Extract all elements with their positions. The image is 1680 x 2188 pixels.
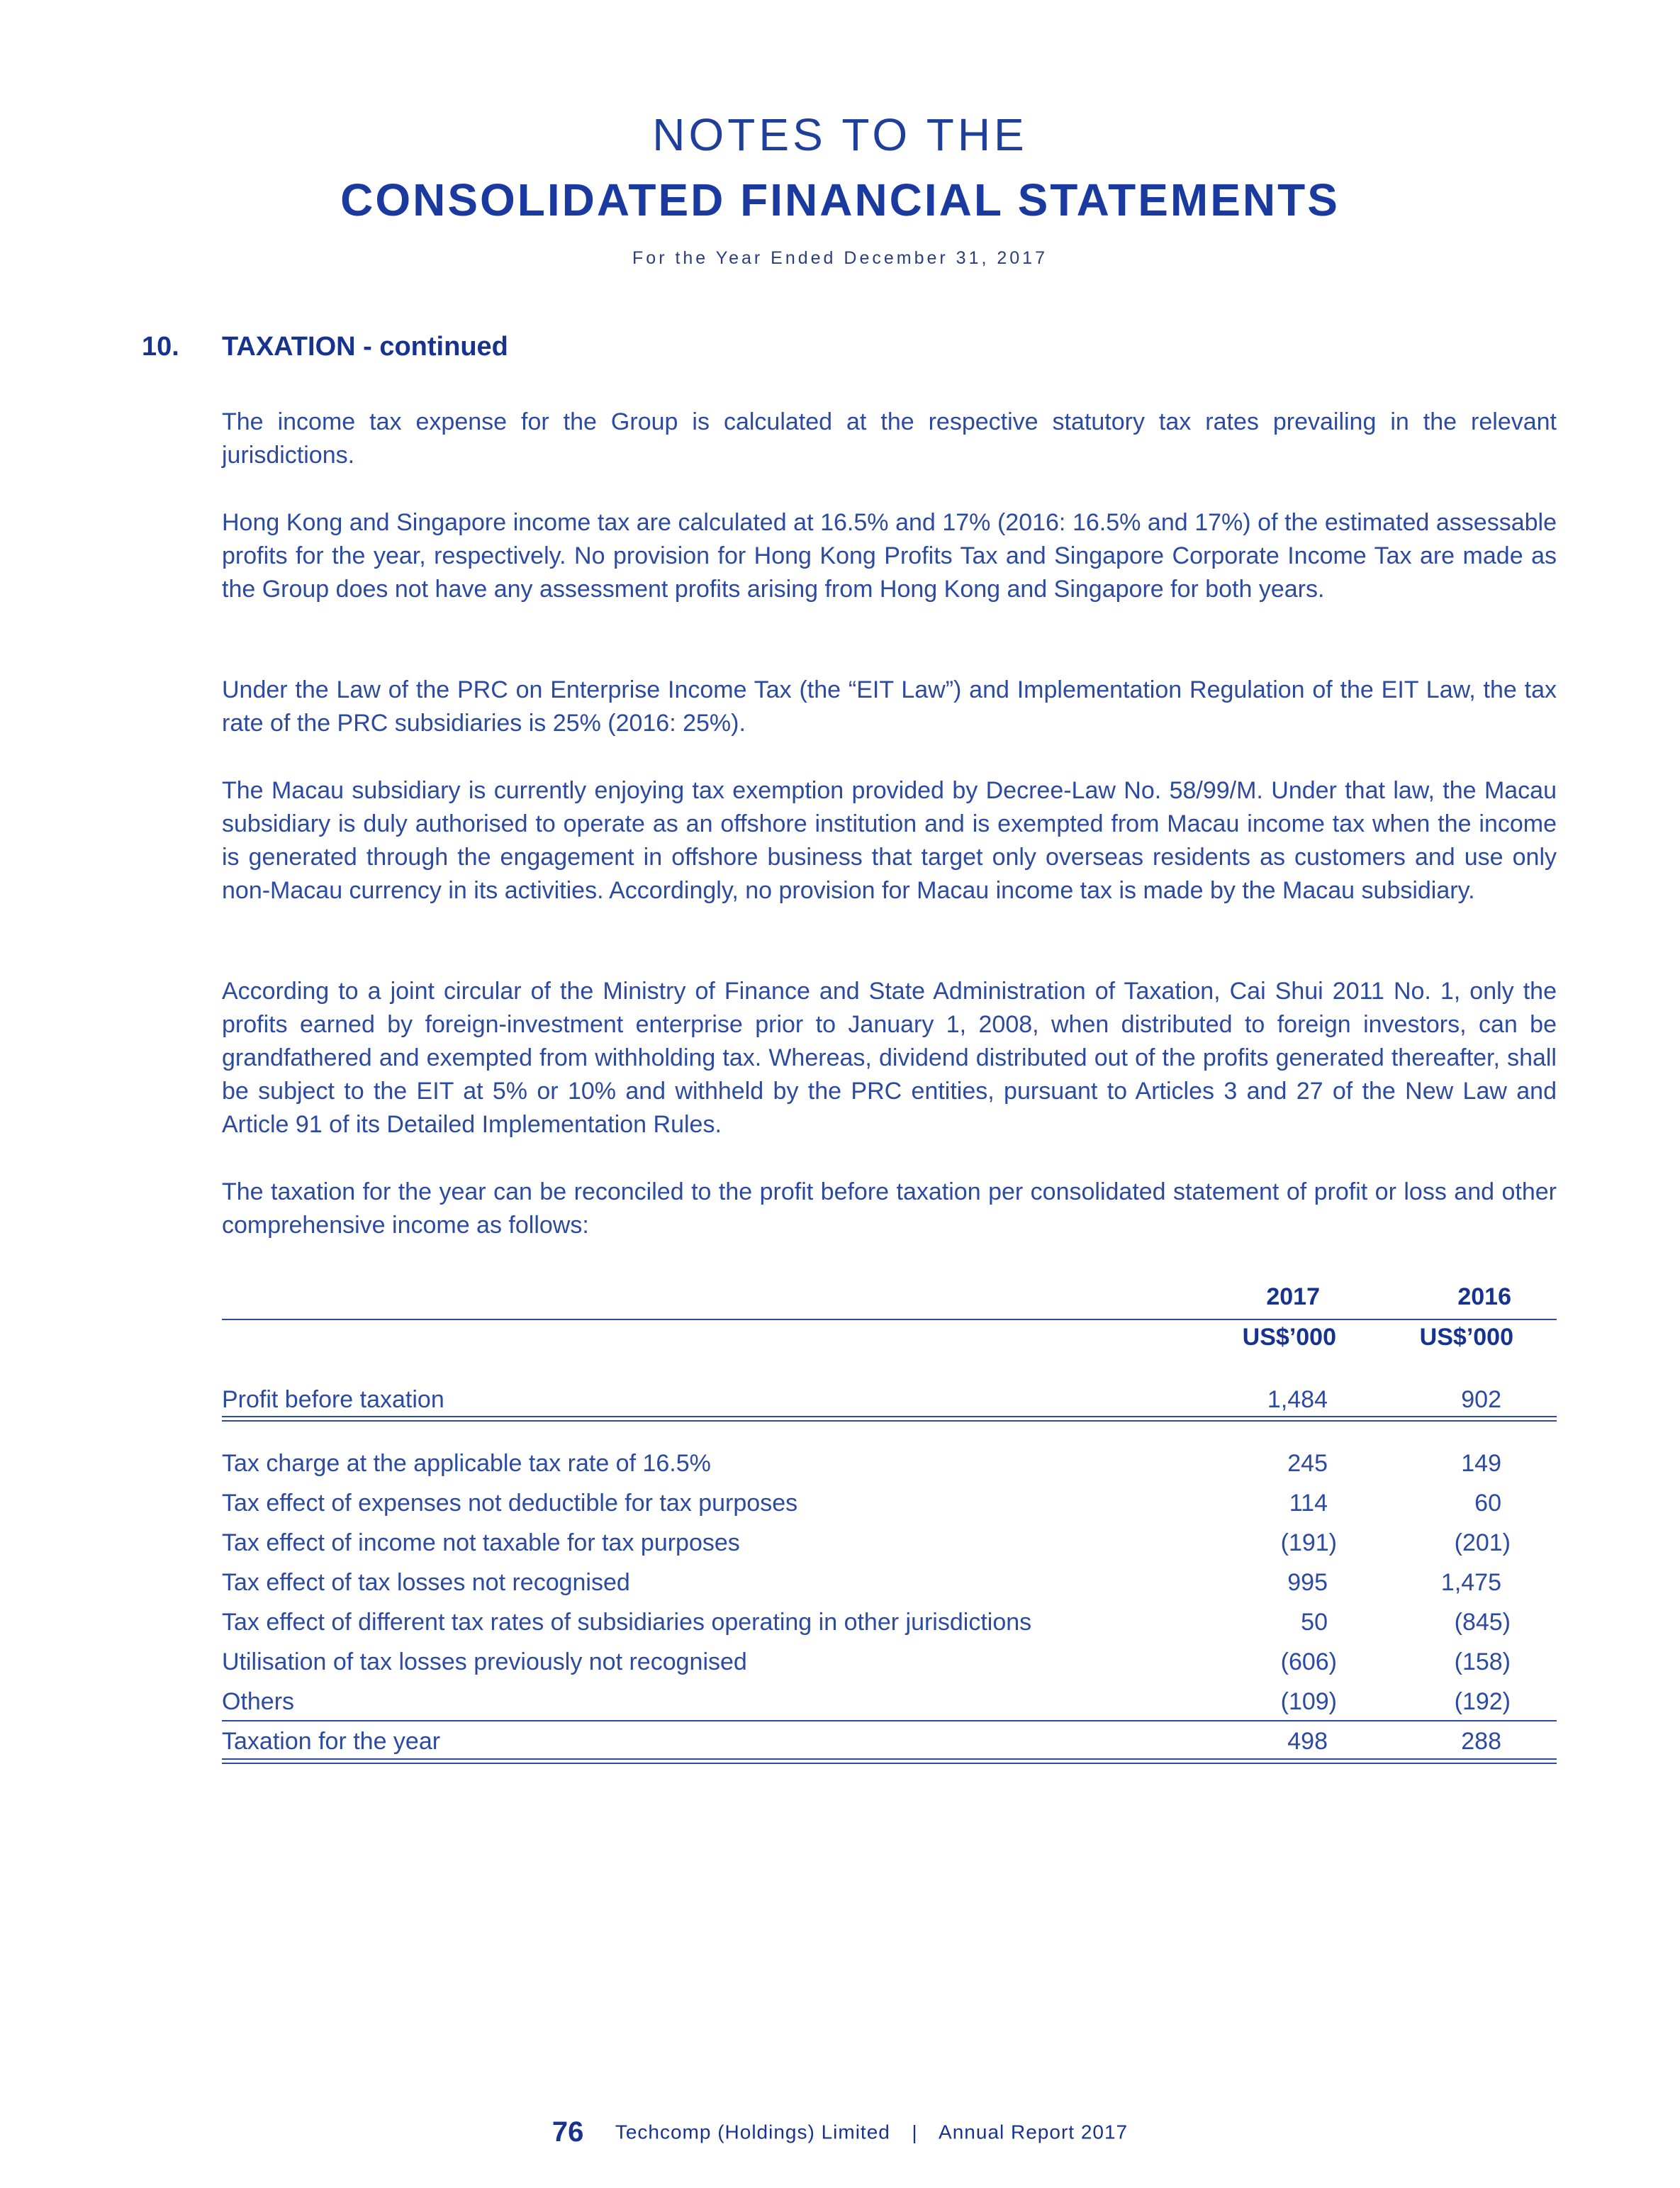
footer-report: Annual Report 2017 bbox=[939, 2121, 1129, 2143]
header-rule bbox=[222, 1319, 1557, 1320]
table-row-label: Tax effect of income not taxable for tax purposes bbox=[222, 1529, 740, 1556]
header-line-2: CONSOLIDATED FINANCIAL STATEMENTS bbox=[340, 174, 1340, 225]
taxation-for-year-label: Taxation for the year bbox=[222, 1728, 441, 1755]
paragraph-5: According to a joint circular of the Ministry of Finance and State Administration of Taxation, Cai Shui 2011 No. 1, only the profits earned by foreign-investment enterprise prior to January 1, 2008, when distributed to foreign investors, can be grandfathered and exempted from withholding tax. Whereas, dividend distributed out of the profits generated thereafter, shall be subject to the EIT at 5% or 10% and withheld by the PRC entities, pursuant to Articles 3 and 27 of the New Law and Article 91 of its Detailed Implementation Rules. bbox=[222, 978, 1557, 1138]
footer-separator: | bbox=[912, 2121, 917, 2143]
table-row-value-2017: 50 bbox=[1301, 1609, 1328, 1636]
table-row-label: Others bbox=[222, 1688, 295, 1715]
profit-before-taxation-2016: 902 bbox=[1461, 1386, 1501, 1413]
table-row-value-2016: 60 bbox=[1474, 1490, 1501, 1517]
taxation-for-year-2017: 498 bbox=[1287, 1728, 1328, 1755]
footer-company: Techcomp (Holdings) Limited bbox=[615, 2121, 890, 2143]
section-number: 10. bbox=[142, 332, 179, 362]
table-row-value-2016: 1,475 bbox=[1440, 1569, 1501, 1596]
paragraph-6: The taxation for the year can be reconciled to the profit before taxation per consolidated statement of profit or loss and other comprehensive income as follows: bbox=[222, 1178, 1557, 1239]
section-title: TAXATION - continued bbox=[222, 332, 508, 362]
table-row-value-2016: (192) bbox=[1454, 1688, 1511, 1715]
paragraph-3: Under the Law of the PRC on Enterprise Income Tax (the “EIT Law”) and Implementation Regulation of the EIT Law, the tax rate of the PRC subsidiaries is 25% (2016: 25%). bbox=[222, 676, 1557, 737]
subtotal-rule bbox=[222, 1720, 1557, 1721]
table-row-value-2017: 114 bbox=[1289, 1490, 1328, 1517]
table-row-value-2017: (606) bbox=[1280, 1648, 1337, 1675]
table-row-value-2016: (201) bbox=[1454, 1529, 1511, 1556]
total-double-rule bbox=[222, 1758, 1557, 1764]
table-row-value-2017: 995 bbox=[1287, 1569, 1328, 1596]
table-row-value-2016: (158) bbox=[1454, 1648, 1511, 1675]
page-header bbox=[0, 106, 1680, 269]
header-line-1: NOTES TO THE bbox=[652, 109, 1028, 160]
table-row-label: Tax effect of different tax rates of subsidiaries operating in other jurisdictions bbox=[222, 1609, 1032, 1636]
double-rule bbox=[222, 1416, 1557, 1422]
column-header-2017: 2017 bbox=[1266, 1283, 1320, 1310]
paragraph-1: The income tax expense for the Group is calculated at the respective statutory tax rates prevailing in the relevant jurisdictions. bbox=[222, 408, 1557, 469]
table-row-label: Tax effect of tax losses not recognised bbox=[222, 1569, 630, 1596]
column-header-2016: 2016 bbox=[1457, 1283, 1511, 1310]
unit-header-2016: US$’000 bbox=[1419, 1324, 1513, 1351]
table-row-value-2016: 149 bbox=[1461, 1450, 1501, 1477]
table-row-value-2017: 245 bbox=[1287, 1450, 1328, 1477]
taxation-for-year-2016: 288 bbox=[1461, 1728, 1501, 1755]
page-footer bbox=[0, 2116, 1680, 2148]
table-row-label: Tax effect of expenses not deductible for tax purposes bbox=[222, 1490, 798, 1517]
table-row-label: Utilisation of tax losses previously not recognised bbox=[222, 1648, 747, 1675]
unit-header-2017: US$’000 bbox=[1242, 1324, 1336, 1351]
table-row-value-2017: (191) bbox=[1280, 1529, 1337, 1556]
paragraph-4: The Macau subsidiary is currently enjoying tax exemption provided by Decree-Law No. 58/99/M. Under that law, the Macau subsidiary is duly authorised to operate as an offshore institution and is exempted from Macau income tax when the income is generated through the engagement in offshore business that target only overseas residents as customers and use only non-Macau currency in its activities. Accordingly, no provision for Macau income tax is made by the Macau subsidiary. bbox=[222, 777, 1557, 904]
table-row-value-2016: (845) bbox=[1454, 1609, 1511, 1636]
page-number: 76 bbox=[551, 2116, 584, 2148]
header-period: For the Year Ended December 31, 2017 bbox=[632, 248, 1048, 268]
paragraph-2: Hong Kong and Singapore income tax are calculated at 16.5% and 17% (2016: 16.5% and 17%) of the estimated assessable profits for the year, respectively. No provision for Hong Kong Profits Tax and Singapore Corporate Income Tax are made as the Group does not have any assessment profits arising from Hong Kong and Singapore for both years. bbox=[222, 509, 1557, 603]
table-row-label: Tax charge at the applicable tax rate of 16.5% bbox=[222, 1450, 711, 1477]
profit-before-taxation-2017: 1,484 bbox=[1267, 1386, 1328, 1413]
profit-before-taxation-label: Profit before taxation bbox=[222, 1386, 444, 1413]
table-row-value-2017: (109) bbox=[1280, 1688, 1337, 1715]
